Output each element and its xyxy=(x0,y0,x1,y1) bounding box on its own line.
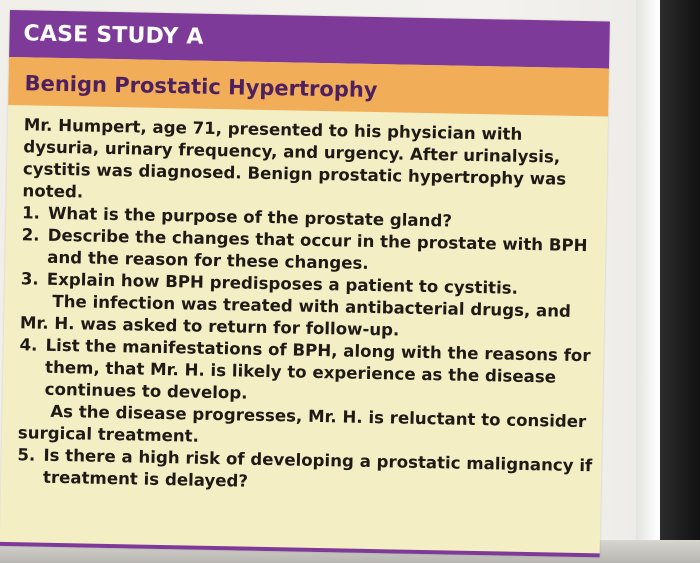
question-text: Describe the changes that occur in the prostate with BPH and the reason for these changes. xyxy=(47,225,588,273)
question-number: 5. xyxy=(17,445,36,465)
question-text: List the manifestations of BPH, along with the reasons for them, that Mr. H. is likely to experience as the disease continues to develop. xyxy=(44,335,591,403)
question-number: 4. xyxy=(19,335,38,355)
question-text: Explain how BPH predisposes a patient to cystitis. xyxy=(46,269,519,298)
question-number: 3. xyxy=(20,269,39,289)
case-study-card xyxy=(0,10,610,557)
question-number: 2. xyxy=(21,225,40,245)
case-study-body xyxy=(17,114,599,499)
question-text: What is the purpose of the prostate gland? xyxy=(47,203,453,231)
question-4 xyxy=(19,334,595,411)
intro-paragraph: Mr. Humpert, age 71, presented to his physician with dysuria, urinary frequency, and urgency. After urinalysis, cystitis was diagnosed. Benign prostatic hypertrophy was noted. xyxy=(22,115,567,202)
question-number: 1. xyxy=(21,203,41,223)
dark-edge-strip xyxy=(660,0,700,563)
interlude-paragraph-1: The infection was treated with antibacterial drugs, and Mr. H. was asked to return for follow-up. xyxy=(19,291,572,340)
case-study-subtitle: Benign Prostatic Hypertrophy xyxy=(8,57,609,117)
question-text: Is there a high risk of developing a prostatic malignancy if treatment is delayed? xyxy=(42,445,593,491)
case-study-title: CASE STUDY A xyxy=(9,10,610,69)
interlude-paragraph-2: As the disease progresses, Mr. H. is reluctant to consider surgical treatment. xyxy=(17,401,587,446)
